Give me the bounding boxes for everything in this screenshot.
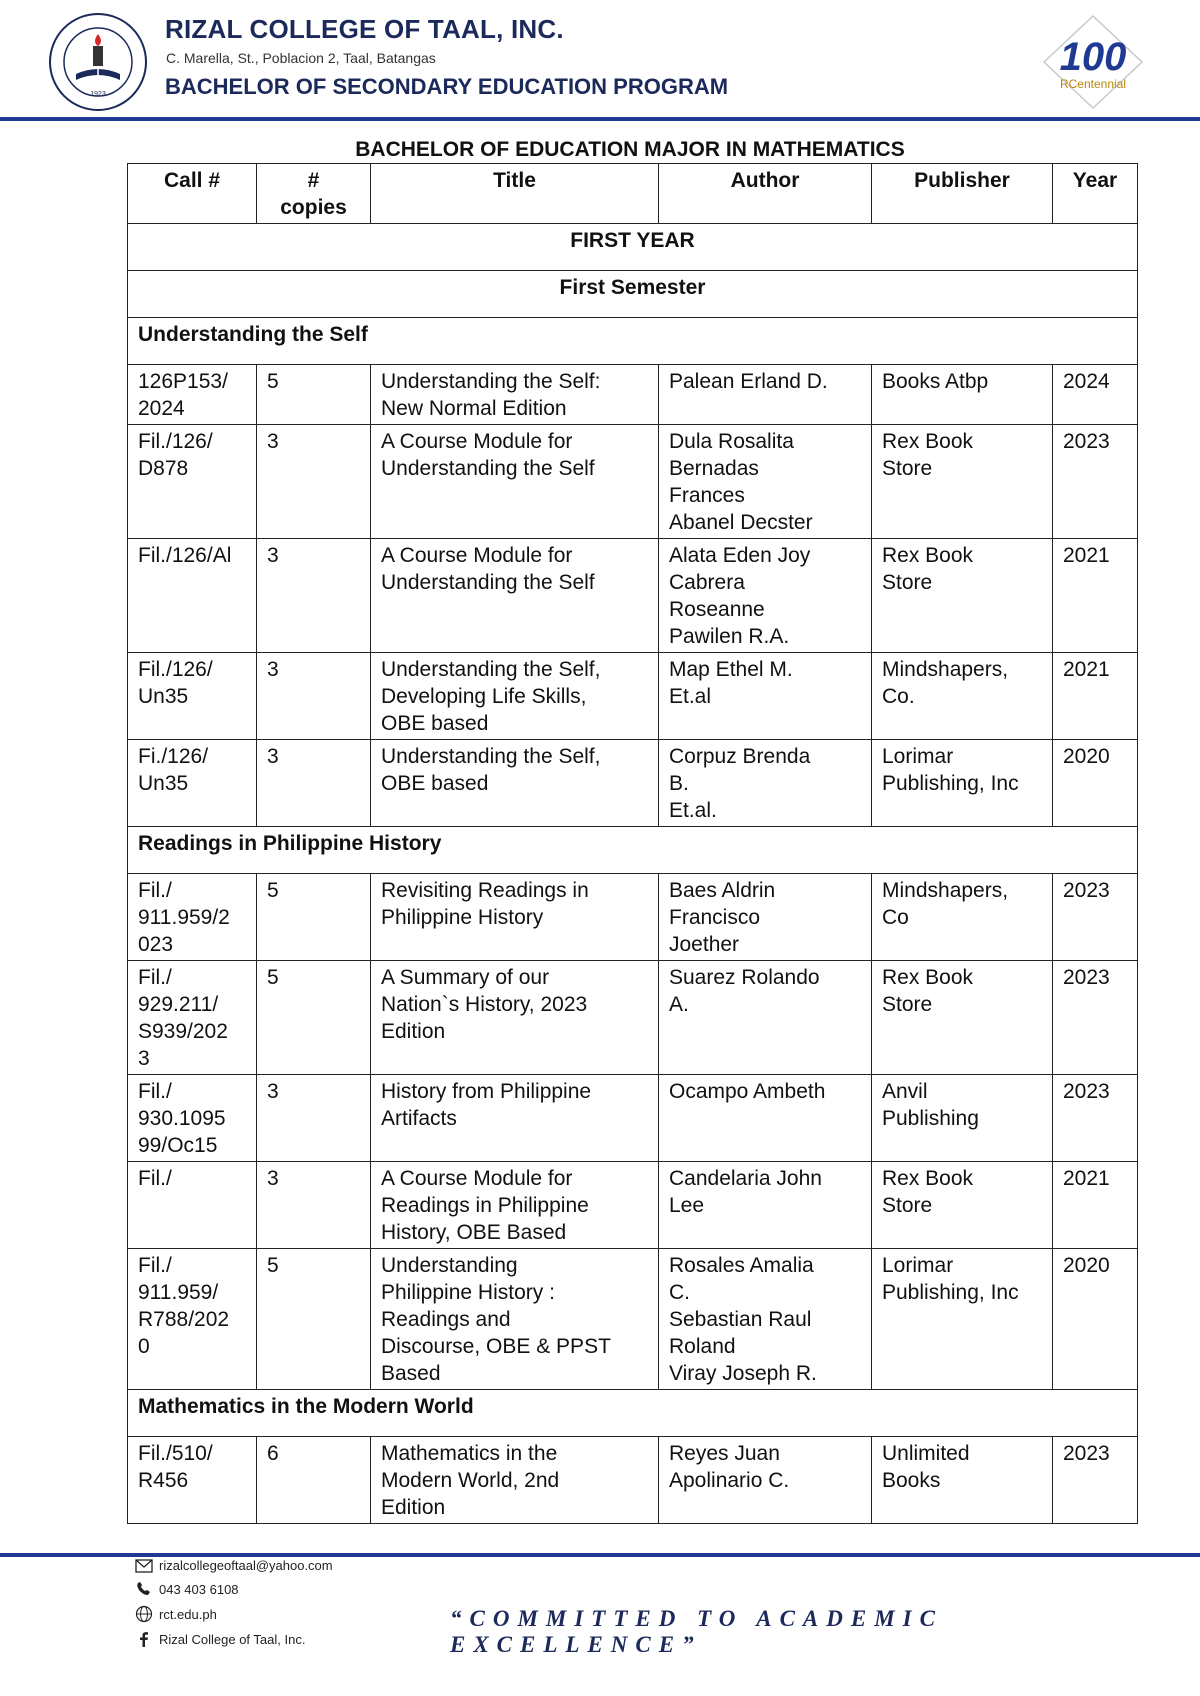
author-cell: Alata Eden Joy Cabrera Roseanne Pawilen R.A.: [659, 539, 872, 653]
svg-text:1923: 1923: [90, 91, 106, 98]
email-text: rizalcollegeoftaal@yahoo.com: [159, 1558, 333, 1573]
table-header-row: [128, 164, 1138, 224]
facebook-text: Rizal College of Taal, Inc.: [159, 1631, 306, 1647]
call-number-cell: Fil./: [128, 1162, 257, 1249]
website-text: rct.edu.ph: [159, 1606, 217, 1622]
title-cell: Understanding the Self: New Normal Edition: [371, 365, 659, 425]
call-number-cell: 126P153/ 2024: [128, 365, 257, 425]
svg-text:RCentennial: RCentennial: [1059, 77, 1127, 91]
year-cell: 2020: [1053, 1249, 1138, 1390]
table-row: [128, 874, 1138, 961]
publisher-cell: Rex Book Store: [872, 961, 1053, 1075]
year-cell: 2021: [1053, 1162, 1138, 1249]
subject-heading: Mathematics in the Modern World: [128, 1390, 1138, 1437]
book-list-table: [127, 163, 1138, 1524]
facebook-icon: [135, 1630, 153, 1648]
copies-cell: 5: [257, 961, 371, 1075]
year-cell: 2023: [1053, 425, 1138, 539]
envelope-icon: [135, 1559, 153, 1573]
document-title: BACHELOR OF EDUCATION MAJOR IN MATHEMATICS: [355, 138, 905, 161]
footer-facebook: [135, 1630, 305, 1648]
footer-website: [135, 1605, 217, 1623]
author-cell: Suarez Rolando A.: [659, 961, 872, 1075]
call-number-cell: Fi./126/ Un35: [128, 740, 257, 827]
author-cell: Palean Erland D.: [659, 365, 872, 425]
table-row: [128, 365, 1138, 425]
call-number-cell: Fil./ 929.211/ S939/202 3: [128, 961, 257, 1075]
title-cell: Understanding Philippine History : Readings and Discourse, OBE & PPST Based: [371, 1249, 659, 1390]
semester-row: [128, 271, 1138, 318]
publisher-cell: Books Atbp: [872, 365, 1053, 425]
publisher-cell: Lorimar Publishing, Inc: [872, 740, 1053, 827]
table-row: [128, 653, 1138, 740]
table-row: [128, 740, 1138, 827]
author-cell: Rosales Amalia C. Sebastian Raul Roland Viray Joseph R.: [659, 1249, 872, 1390]
table-row: [128, 1075, 1138, 1162]
copies-cell: 3: [257, 1075, 371, 1162]
semester-label: First Semester: [128, 271, 1138, 318]
call-number-cell: Fil./126/Al: [128, 539, 257, 653]
call-number-cell: Fil./ 911.959/ R788/202 0: [128, 1249, 257, 1390]
column-header-publisher: Publisher: [872, 164, 1053, 224]
year-cell: 2023: [1053, 961, 1138, 1075]
copies-cell: 3: [257, 539, 371, 653]
phone-icon: [135, 1581, 153, 1597]
svg-text:100: 100: [1059, 35, 1127, 79]
title-cell: Mathematics in the Modern World, 2nd Edition: [371, 1437, 659, 1524]
publisher-cell: Anvil Publishing: [872, 1075, 1053, 1162]
copies-cell: 5: [257, 874, 371, 961]
year-cell: 2020: [1053, 740, 1138, 827]
subject-row: [128, 827, 1138, 874]
copies-cell: 3: [257, 425, 371, 539]
column-header-call: Call #: [128, 164, 257, 224]
copies-cell: 3: [257, 653, 371, 740]
school-motto: “COMMITTED TO ACADEMIC EXCELLENCE”: [450, 1606, 943, 1657]
author-cell: Dula Rosalita Bernadas Frances Abanel Decster: [659, 425, 872, 539]
subject-row: [128, 1390, 1138, 1437]
publisher-cell: Rex Book Store: [872, 1162, 1053, 1249]
title-cell: A Course Module for Understanding the Self: [371, 425, 659, 539]
author-cell: Reyes Juan Apolinario C.: [659, 1437, 872, 1524]
title-cell: Revisiting Readings in Philippine History: [371, 874, 659, 961]
table-row: [128, 1437, 1138, 1524]
table-row: [128, 1249, 1138, 1390]
year-cell: 2021: [1053, 653, 1138, 740]
school-seal-logo: [48, 12, 148, 112]
school-name: RIZAL COLLEGE OF TAAL, INC.: [165, 14, 564, 44]
subject-row: [128, 318, 1138, 365]
call-number-cell: Fil./ 911.959/2 023: [128, 874, 257, 961]
call-number-cell: Fil./126/ D878: [128, 425, 257, 539]
year-cell: 2023: [1053, 1437, 1138, 1524]
column-header-year: Year: [1053, 164, 1138, 224]
author-cell: Corpuz Brenda B. Et.al.: [659, 740, 872, 827]
table-row: [128, 425, 1138, 539]
school-address: C. Marella, St., Poblacion 2, Taal, Batangas: [166, 50, 436, 66]
copies-cell: 3: [257, 1162, 371, 1249]
year-row: [128, 224, 1138, 271]
copies-cell: 6: [257, 1437, 371, 1524]
year-cell: 2023: [1053, 874, 1138, 961]
title-cell: A Course Module for Understanding the Self: [371, 539, 659, 653]
title-cell: A Summary of our Nation`s History, 2023 Edition: [371, 961, 659, 1075]
call-number-cell: Fil./126/ Un35: [128, 653, 257, 740]
subject-heading: Understanding the Self: [128, 318, 1138, 365]
call-number-cell: Fil./ 930.1095 99/Oc15: [128, 1075, 257, 1162]
publisher-cell: Mindshapers, Co: [872, 874, 1053, 961]
footer-divider: [0, 1553, 1200, 1557]
subject-heading: Readings in Philippine History: [128, 827, 1138, 874]
header-divider: [0, 117, 1200, 121]
title-cell: A Course Module for Readings in Philippine History, OBE Based: [371, 1162, 659, 1249]
call-number-cell: Fil./510/ R456: [128, 1437, 257, 1524]
year-cell: 2021: [1053, 539, 1138, 653]
column-header-copies: # copies: [257, 164, 371, 224]
publisher-cell: Lorimar Publishing, Inc: [872, 1249, 1053, 1390]
year-label: FIRST YEAR: [128, 224, 1138, 271]
column-header-title: Title: [371, 164, 659, 224]
year-cell: 2024: [1053, 365, 1138, 425]
title-cell: Understanding the Self, OBE based: [371, 740, 659, 827]
page-header: [0, 0, 1200, 125]
publisher-cell: Mindshapers, Co.: [872, 653, 1053, 740]
centennial-logo: [1038, 12, 1148, 112]
publisher-cell: Rex Book Store: [872, 539, 1053, 653]
author-cell: Ocampo Ambeth: [659, 1075, 872, 1162]
footer-phone: [135, 1581, 239, 1597]
year-cell: 2023: [1053, 1075, 1138, 1162]
column-header-author: Author: [659, 164, 872, 224]
author-cell: Baes Aldrin Francisco Joether: [659, 874, 872, 961]
footer-email: [135, 1558, 333, 1573]
author-cell: Map Ethel M. Et.al: [659, 653, 872, 740]
table-row: [128, 1162, 1138, 1249]
publisher-cell: Rex Book Store: [872, 425, 1053, 539]
program-title: BACHELOR OF SECONDARY EDUCATION PROGRAM: [165, 74, 729, 99]
publisher-cell: Unlimited Books: [872, 1437, 1053, 1524]
title-cell: Understanding the Self, Developing Life Skills, OBE based: [371, 653, 659, 740]
copies-cell: 3: [257, 740, 371, 827]
phone-text: 043 403 6108: [159, 1581, 239, 1597]
copies-cell: 5: [257, 1249, 371, 1390]
table-row: [128, 539, 1138, 653]
author-cell: Candelaria John Lee: [659, 1162, 872, 1249]
title-cell: History from Philippine Artifacts: [371, 1075, 659, 1162]
copies-cell: 5: [257, 365, 371, 425]
globe-icon: [135, 1605, 153, 1623]
table-row: [128, 961, 1138, 1075]
